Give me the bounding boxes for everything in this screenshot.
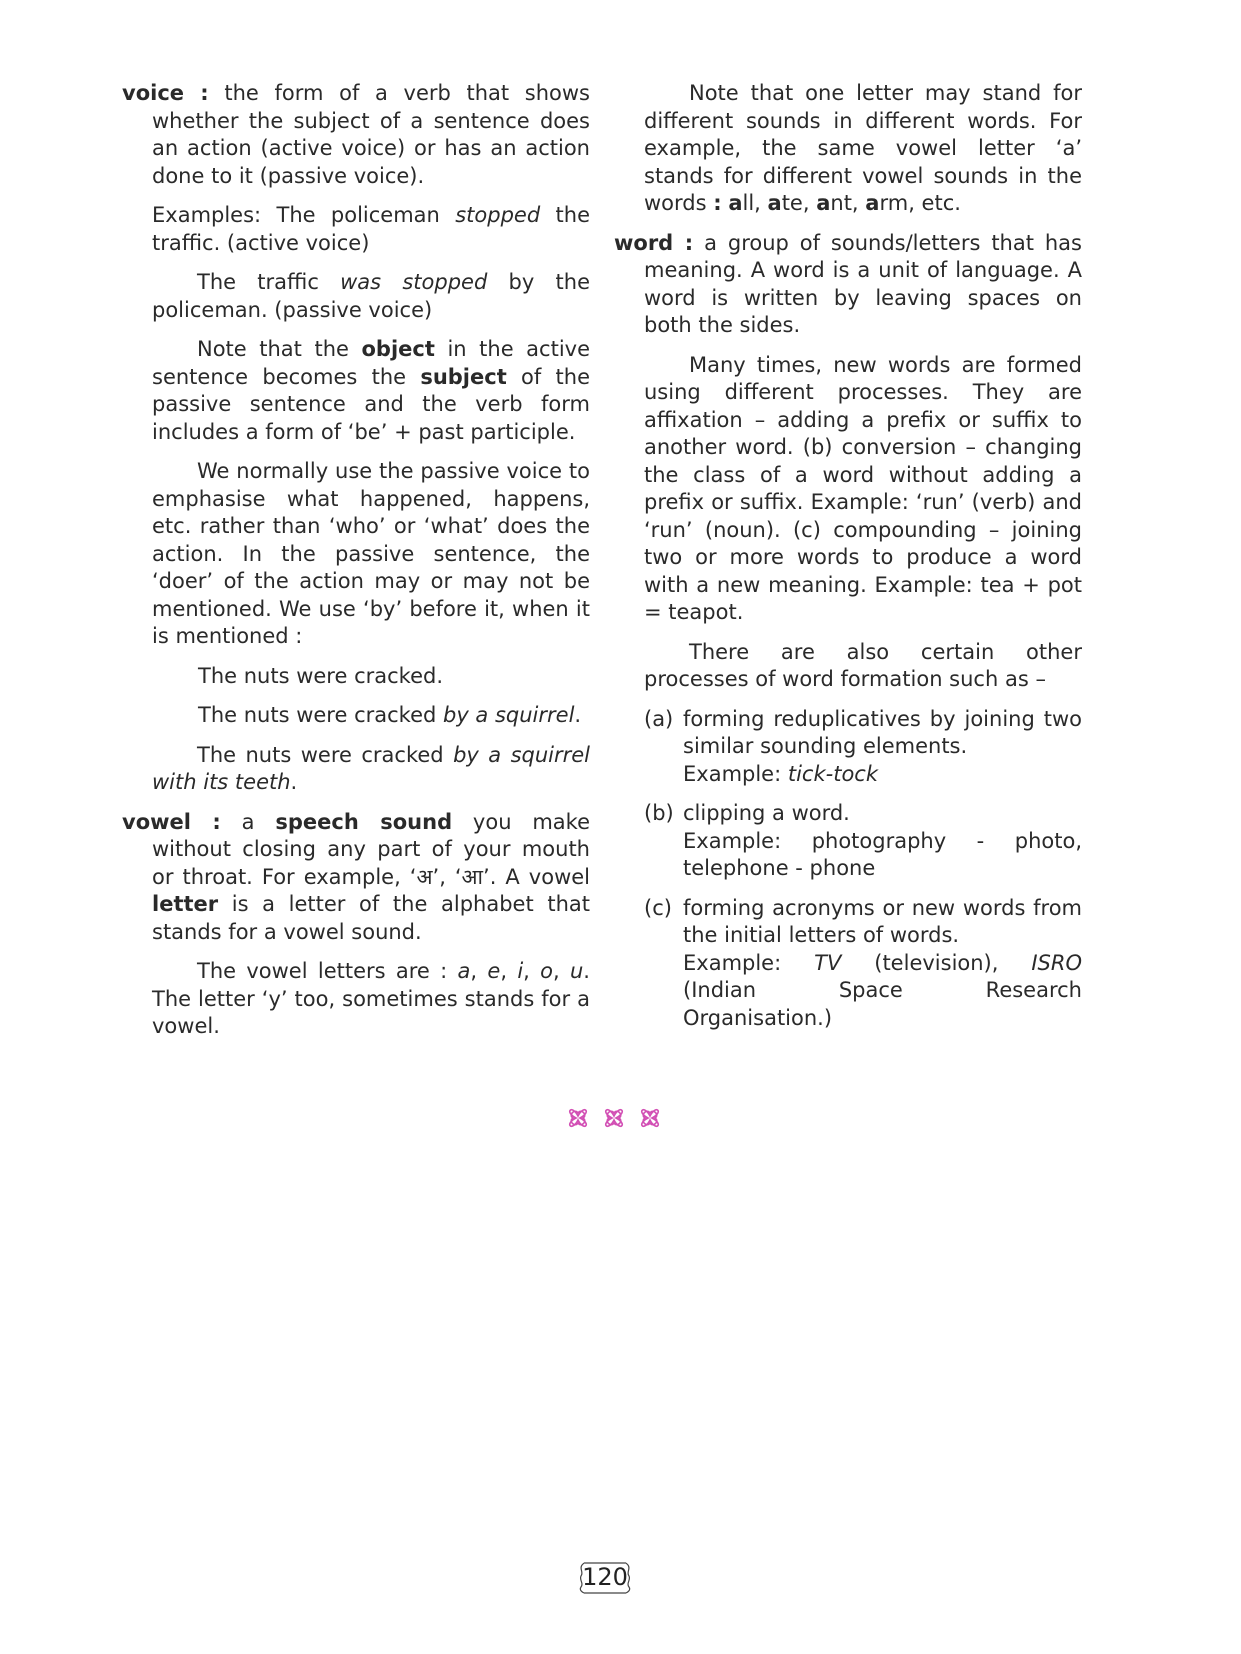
italic-text: by a squirrel	[443, 703, 575, 727]
bold-text: subject	[420, 364, 507, 389]
italic-text: o	[540, 959, 553, 983]
example-nuts-1: The nuts were cracked.	[198, 663, 443, 688]
italic-text: ISRO	[1031, 950, 1083, 975]
list-text: forming reduplicatives by joining two similar sounding elements.	[683, 706, 1082, 758]
text: . The letter ‘y’ too, sometimes stands for a vowel.	[152, 959, 590, 1038]
note-letter-sounds	[614, 80, 1082, 218]
list-label: (a)	[644, 706, 674, 731]
section-ornament	[560, 1100, 668, 1136]
text: .	[290, 770, 298, 794]
text: the traffic. (active voice)	[152, 203, 591, 255]
flower-icon	[606, 1110, 622, 1126]
text: te,	[781, 191, 817, 215]
italic-text: stopped	[455, 203, 541, 227]
italic-text: TV	[814, 950, 842, 975]
text: The nuts were cracked	[197, 742, 454, 767]
entry-vowel	[122, 809, 590, 947]
bold-text: a	[728, 191, 743, 215]
page-number-text: 120	[582, 1563, 628, 1591]
text: ,	[553, 959, 570, 983]
flower-icon	[642, 1110, 658, 1126]
list-item-c	[614, 895, 1082, 1033]
flower-icon	[570, 1110, 586, 1126]
text: nt,	[830, 191, 866, 215]
text: Note that one letter may stand for different sounds in different words. For example, the same vowel letter ‘a’ stands for different vowel sounds in the words	[644, 81, 1082, 215]
text: Note that the	[197, 337, 362, 361]
bold-text: a	[865, 191, 880, 215]
italic-text: a	[457, 959, 471, 983]
bold-text: speech sound	[275, 809, 453, 834]
paragraph-passive-use: We normally use the passive voice to emphasise what happened, happens, etc. rather than ‘who’ or ‘what’ does the action. In the passive sentence, the ‘doer’ of the action may or may not be mentioned. We use ‘by’ before it, when it is mentioned :	[152, 459, 590, 648]
text: (television),	[841, 950, 1032, 975]
definition-voice: the form of a verb that shows whether the subject of a sentence does an action (active voice) or has an action done to it (passive voice).	[152, 81, 591, 188]
term-vowel: vowel :	[122, 809, 221, 834]
vowel-letters	[122, 958, 590, 1041]
text: rm, etc.	[879, 191, 961, 215]
example-nuts-2	[122, 702, 590, 730]
text: by the policeman. (passive voice)	[152, 270, 590, 322]
paragraph-word-formation: Many times, new words are formed using different processes. They are affixation – adding a prefix or suffix to another word. (b) conversion – changing the class of a word without adding a prefix or suffix. Example: ‘run’ (verb) and ‘run’ (noun). (c) compounding – joining two or more words to produce a word with a new meaning. Example: tea + pot = teapot.	[644, 352, 1082, 624]
text: ,	[470, 959, 488, 983]
list-example	[683, 761, 1082, 789]
text: of the passive sentence and the verb form includes a form of ‘be’ + past participle.	[152, 364, 590, 444]
bold-text: :	[713, 191, 722, 215]
list-item-b	[614, 800, 1082, 883]
right-column	[614, 80, 1082, 1044]
page-number	[578, 1561, 632, 1595]
list-label: (b)	[644, 801, 674, 825]
list-text: forming acronyms or new words from the initial letters of words.	[683, 895, 1082, 947]
note-object-subject	[122, 336, 590, 446]
text: Example:	[683, 950, 815, 975]
bold-text: a	[816, 191, 831, 215]
italic-text: tick-tock	[787, 761, 879, 786]
italic-text: was stopped	[340, 270, 488, 294]
bold-text: letter	[152, 892, 219, 916]
text: a	[220, 809, 276, 834]
definition-word: a group of sounds/letters that has meaning. A word is a unit of language. A word is written by leaving spaces on both the sides.	[644, 230, 1082, 337]
text: (Indian Space Research Organisation.)	[683, 978, 1082, 1030]
italic-text: by a squirrel with its teeth	[152, 742, 591, 794]
text: is a letter of the alphabet that stands for a vowel sound.	[152, 892, 590, 944]
text: The vowel letters are :	[197, 959, 458, 983]
text: ,	[523, 959, 541, 983]
left-column	[122, 80, 590, 1053]
text: Examples: The policeman	[152, 203, 456, 227]
paragraph-other-processes: There are also certain other processes of word formation such as –	[644, 639, 1082, 691]
term-voice: voice :	[122, 81, 209, 105]
example-passive	[122, 269, 590, 324]
list-example: Example: photography - photo, telephone - phone	[683, 828, 1082, 880]
example-active	[122, 202, 590, 257]
bold-text: a	[767, 191, 782, 215]
example-nuts-3	[122, 742, 590, 797]
italic-text: i	[517, 959, 524, 983]
text: you make without closing any part of your mouth or throat. For example, ‘अ’, ‘आ’. A vowel	[152, 809, 591, 889]
italic-text: u	[569, 959, 584, 983]
entry-voice	[122, 80, 590, 190]
list-label: (c)	[644, 895, 672, 920]
list-item-a	[614, 706, 1082, 789]
bold-text: object	[361, 337, 435, 361]
text: Example:	[683, 761, 788, 786]
list-text: clipping a word.	[683, 801, 850, 825]
text: in the active sentence becomes the	[152, 337, 590, 389]
text: .	[574, 703, 582, 727]
text: ll,	[742, 191, 768, 215]
italic-text: e	[487, 959, 501, 983]
entry-word	[614, 230, 1082, 340]
list-example	[683, 950, 1082, 1033]
text: The nuts were cracked	[198, 703, 443, 727]
text: ,	[500, 959, 518, 983]
term-word: word :	[614, 230, 694, 255]
text: The traffic	[197, 270, 341, 294]
